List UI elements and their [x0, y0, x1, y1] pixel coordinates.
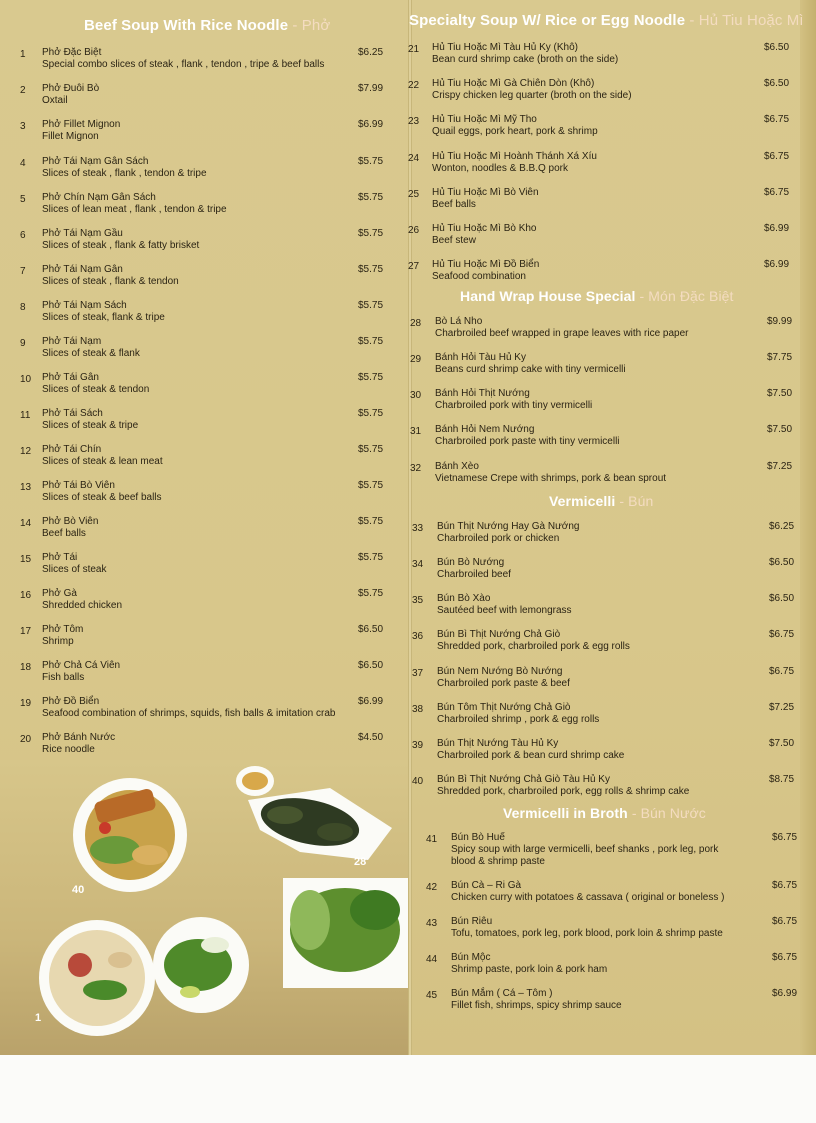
item-number: 34 [412, 559, 424, 570]
item-description: Special combo slices of steak , flank , tendon , tripe & beef balls [42, 59, 325, 70]
item-number: 39 [412, 740, 424, 751]
item-number: 32 [410, 463, 422, 474]
item-number: 9 [20, 338, 26, 349]
item-name: Bún Thịt Nướng Hay Gà Nướng [437, 521, 580, 532]
item-description: Slices of steak [42, 564, 107, 575]
item-price: $6.75 [772, 916, 798, 927]
item-price: $5.75 [358, 336, 384, 347]
item-number: 31 [410, 426, 422, 437]
item-name: Phở Chả Cá Viên [42, 660, 121, 671]
item-number: 5 [20, 194, 26, 205]
section-subtitle: Phở [301, 17, 331, 34]
item-name: Phở Tái Nạm [42, 336, 102, 347]
item-price: $8.75 [769, 774, 795, 785]
item-description: Slices of lean meat , flank , tendon & tripe [42, 204, 227, 215]
item-name: Hủ Tiu Hoặc Mì Mỹ Tho [432, 114, 537, 125]
item-name: Bún Cà – Ri Gà [451, 880, 522, 891]
item-name: Phở Tái Sách [42, 408, 103, 419]
item-name: Phở Tái Chín [42, 444, 102, 455]
item-number: 29 [410, 354, 422, 365]
item-name: Hủ Tiu Hoặc Mì Bò Kho [432, 223, 537, 234]
item-description: Slices of steak , flank & tendon [42, 276, 179, 287]
item-description: Shredded pork, charbroiled pork, egg rolls & shrimp cake [437, 786, 690, 797]
item-name: Hủ Tiu Hoặc Mì Gà Chiên Dòn (Khô) [432, 78, 595, 89]
item-number: 27 [408, 261, 420, 272]
item-description: Shredded chicken [42, 600, 123, 611]
item-name: Bún Mắm ( Cá – Tôm ) [451, 988, 553, 999]
section-subtitle-prefix: - [689, 12, 699, 29]
item-description: Spicy soup with large vermicelli, beef shanks , pork leg, pork blood & shrimp paste [451, 844, 719, 867]
item-number: 10 [20, 374, 32, 385]
item-number: 40 [412, 776, 424, 787]
item-price: $6.50 [358, 624, 384, 635]
food-photos [0, 760, 408, 1055]
item-description: Charbroiled beef [437, 569, 511, 580]
section-heading-specialty [409, 12, 804, 29]
item-number: 30 [410, 390, 422, 401]
item-name: Phở Đồ Biển [42, 696, 100, 707]
section-heading-hand-wrap [460, 288, 734, 304]
item-description: Beef balls [42, 528, 86, 539]
item-description: Slices of steak, flank & tripe [42, 312, 165, 323]
item-price: $7.50 [769, 738, 795, 749]
item-price: $5.75 [358, 444, 384, 455]
item-price: $5.75 [358, 156, 384, 167]
item-price: $6.50 [764, 42, 790, 53]
section-subtitle-prefix: - [619, 493, 629, 509]
item-price: $5.75 [358, 480, 384, 491]
section-title: Specialty Soup W/ Rice or Egg Noodle [409, 12, 686, 29]
item-description: Bean curd shrimp cake (broth on the side) [432, 54, 619, 65]
item-price: $9.99 [767, 316, 793, 327]
item-name: Bún Riêu [451, 916, 493, 927]
item-name: Phở Tái Nạm Gân Sách [42, 156, 149, 167]
item-price: $6.75 [769, 666, 795, 677]
item-price: $5.75 [358, 372, 384, 383]
item-price: $6.99 [358, 696, 384, 707]
item-description: Wonton, noodles & B.B.Q pork [432, 163, 569, 174]
item-description: Oxtail [42, 95, 68, 106]
item-price: $5.75 [358, 588, 384, 599]
item-number: 6 [20, 230, 26, 241]
item-price: $6.50 [358, 660, 384, 671]
item-number: 12 [20, 446, 32, 457]
section-subtitle-prefix: - [631, 805, 641, 821]
item-description: Beef stew [432, 235, 476, 246]
item-name: Phở Tái Nạm Gân [42, 264, 123, 275]
item-description: Slices of steak , flank , tendon & tripe [42, 168, 207, 179]
item-price: $6.99 [764, 223, 790, 234]
item-price: $6.75 [764, 151, 790, 162]
item-number: 37 [412, 668, 424, 679]
section-title: Vermicelli [549, 493, 616, 509]
item-name: Phở Tôm [42, 624, 84, 635]
item-price: $5.75 [358, 552, 384, 563]
item-description: Slices of steak & tendon [42, 384, 150, 395]
item-price: $6.25 [358, 47, 384, 58]
item-name: Bún Bò Xào [437, 593, 491, 604]
item-price: $7.75 [767, 352, 793, 363]
item-name: Bún Thịt Nướng Tàu Hủ Ky [437, 738, 559, 749]
item-price: $6.75 [764, 187, 790, 198]
item-number: 44 [426, 954, 438, 965]
item-price: $6.99 [764, 259, 790, 270]
item-name: Phở Chín Nạm Gân Sách [42, 192, 156, 203]
item-number: 13 [20, 482, 32, 493]
item-number: 25 [408, 189, 420, 200]
item-name: Phở Tái [42, 552, 78, 563]
section-subtitle-prefix: - [639, 288, 649, 304]
item-name: Bún Bì Thịt Nướng Chả Giò [437, 629, 561, 640]
item-number: 16 [20, 590, 32, 601]
item-number: 23 [408, 116, 420, 127]
item-description: Shrimp paste, pork loin & pork ham [451, 964, 608, 975]
item-name: Phở Đặc Biệt [42, 47, 102, 58]
item-number: 36 [412, 631, 424, 642]
item-price: $6.25 [769, 521, 795, 532]
item-number: 21 [408, 44, 420, 55]
item-name: Hủ Tiu Hoặc Mì Tàu Hủ Ky (Khô) [432, 42, 578, 53]
item-number: 18 [20, 662, 32, 673]
item-description: Charbroiled pork paste with tiny vermicelli [435, 436, 620, 447]
item-price: $6.50 [769, 557, 795, 568]
next-page-edge [800, 0, 816, 1055]
item-name: Bún Tôm Thịt Nướng Chả Giò [437, 702, 571, 713]
item-name: Hủ Tiu Hoặc Mì Đồ Biển [432, 259, 540, 270]
section-subtitle-prefix: - [292, 17, 302, 34]
item-description: Fish balls [42, 672, 85, 683]
item-description: Charbroiled pork or chicken [437, 533, 560, 544]
item-number: 41 [426, 834, 438, 845]
item-number: 4 [20, 158, 26, 169]
item-description: Slices of steak , flank & fatty brisket [42, 240, 200, 251]
item-number: 14 [20, 518, 32, 529]
item-description: Seafood combination [432, 271, 526, 282]
item-description: Fillet Mignon [42, 131, 99, 142]
item-number: 11 [20, 410, 31, 421]
item-number: 22 [408, 80, 420, 91]
item-name: Bún Bì Thịt Nướng Chả Giò Tàu Hủ Ky [437, 774, 610, 785]
item-number: 35 [412, 595, 424, 606]
item-name: Bánh Hỏi Thịt Nướng [435, 388, 530, 399]
item-name: Bánh Hỏi Nem Nướng [435, 424, 535, 435]
item-description: Chicken curry with potatoes & cassava ( original or boneless ) [451, 892, 725, 903]
item-name: Phở Gà [42, 588, 77, 599]
item-name: Phở Bò Viên [42, 516, 99, 527]
section-heading-vermicelli [549, 493, 653, 509]
item-price: $6.50 [764, 78, 790, 89]
photo-label-28: 28 [354, 856, 367, 868]
item-description: Charbroiled beef wrapped in grape leaves with rice paper [435, 328, 689, 339]
section-title: Hand Wrap House Special [460, 288, 636, 304]
item-description: Vietnamese Crepe with shrimps, pork & bean sprout [435, 473, 667, 484]
item-number: 33 [412, 523, 424, 534]
item-name: Bún Bò Nướng [437, 557, 505, 568]
item-number: 20 [20, 734, 32, 745]
item-price: $7.25 [769, 702, 795, 713]
item-name: Hủ Tiu Hoặc Mì Bò Viên [432, 187, 539, 198]
item-description: Crispy chicken leg quarter (broth on the side) [432, 90, 632, 101]
item-description: Shrimp [42, 636, 74, 647]
item-price: $5.75 [358, 516, 384, 527]
item-number: 28 [410, 318, 422, 329]
scan-margin [0, 1055, 816, 1123]
item-price: $5.75 [358, 408, 384, 419]
item-description: Charbroiled pork with tiny vermicelli [435, 400, 593, 411]
item-price: $6.75 [772, 952, 798, 963]
item-price: $7.50 [767, 424, 793, 435]
item-number: 38 [412, 704, 424, 715]
item-name: Hủ Tiu Hoặc Mì Hoành Thánh Xá Xíu [432, 151, 597, 162]
item-name: Bò Lá Nho [435, 316, 483, 327]
item-name: Bánh Xèo [435, 461, 479, 472]
item-description: Slices of steak & flank [42, 348, 140, 359]
item-number: 43 [426, 918, 438, 929]
item-price: $6.50 [769, 593, 795, 604]
item-price: $6.75 [772, 832, 798, 843]
item-price: $5.75 [358, 300, 384, 311]
item-name: Phở Tái Nạm Gầu [42, 228, 123, 239]
item-description: Sautéed beef with lemongrass [437, 605, 572, 616]
item-description: Charbroiled shrimp , pork & egg rolls [437, 714, 600, 725]
item-price: $5.75 [358, 264, 384, 275]
item-description: Beans curd shrimp cake with tiny vermicelli [435, 364, 626, 375]
item-name: Phở Tái Nạm Sách [42, 300, 127, 311]
item-price: $6.99 [772, 988, 798, 999]
item-number: 2 [20, 85, 26, 96]
food-photo-illustration [0, 760, 408, 1055]
item-name: Phở Đuôi Bò [42, 83, 100, 94]
item-number: 24 [408, 153, 420, 164]
item-price: $7.50 [767, 388, 793, 399]
item-name: Bún Bò Huế [451, 832, 505, 843]
item-description: Slices of steak & tripe [42, 420, 139, 431]
section-heading-pho [84, 17, 330, 34]
item-price: $4.50 [358, 732, 384, 743]
item-description: Seafood combination of shrimps, squids, fish balls & imitation crab [42, 708, 336, 719]
item-name: Bún Mộc [451, 952, 491, 963]
item-number: 45 [426, 990, 438, 1001]
item-number: 8 [20, 302, 26, 313]
item-number: 1 [20, 49, 26, 60]
item-number: 19 [20, 698, 32, 709]
item-price: $7.99 [358, 83, 384, 94]
section-heading-vermicelli-broth [503, 805, 706, 821]
item-price: $6.75 [772, 880, 798, 891]
item-price: $6.75 [769, 629, 795, 640]
item-number: 26 [408, 225, 420, 236]
item-description: Fillet fish, shrimps, spicy shrimp sauce [451, 1000, 622, 1011]
item-price: $5.75 [358, 228, 384, 239]
item-number: 17 [20, 626, 32, 637]
item-description: Tofu, tomatoes, pork leg, pork blood, pork loin & shrimp paste [451, 928, 723, 939]
item-price: $5.75 [358, 192, 384, 203]
item-name: Bún Nem Nướng Bò Nướng [437, 666, 563, 677]
item-description: Rice noodle [42, 744, 95, 755]
section-subtitle: Hủ Tiu Hoặc Mì [698, 12, 804, 29]
section-subtitle: Bún Nước [640, 805, 706, 821]
item-name: Bánh Hỏi Tàu Hủ Ky [435, 352, 526, 363]
section-title: Vermicelli in Broth [503, 805, 628, 821]
item-number: 42 [426, 882, 438, 893]
item-price: $6.75 [764, 114, 790, 125]
item-description: Charbroiled pork paste & beef [437, 678, 570, 689]
item-description: Shredded pork, charbroiled pork & egg rolls [437, 641, 630, 652]
section-subtitle: Món Đặc Biệt [648, 288, 734, 304]
item-price: $7.25 [767, 461, 793, 472]
item-description: Slices of steak & beef balls [42, 492, 162, 503]
photo-label-40: 40 [72, 884, 85, 896]
photo-label-1: 1 [35, 1012, 42, 1024]
item-number: 3 [20, 121, 26, 132]
item-name: Phở Tái Bò Viên [42, 480, 115, 491]
section-title: Beef Soup With Rice Noodle [84, 17, 289, 34]
item-description: Charbroiled pork & bean curd shrimp cake [437, 750, 625, 761]
item-price: $6.99 [358, 119, 384, 130]
item-number: 7 [20, 266, 26, 277]
section-subtitle: Bún [628, 493, 654, 509]
item-name: Phở Tái Gân [42, 372, 99, 383]
item-name: Phở Fillet Mignon [42, 119, 121, 130]
item-description: Beef balls [432, 199, 476, 210]
item-number: 15 [20, 554, 32, 565]
item-name: Phở Bánh Nước [42, 732, 116, 743]
item-description: Quail eggs, pork heart, pork & shrimp [432, 126, 598, 137]
item-description: Slices of steak & lean meat [42, 456, 163, 467]
